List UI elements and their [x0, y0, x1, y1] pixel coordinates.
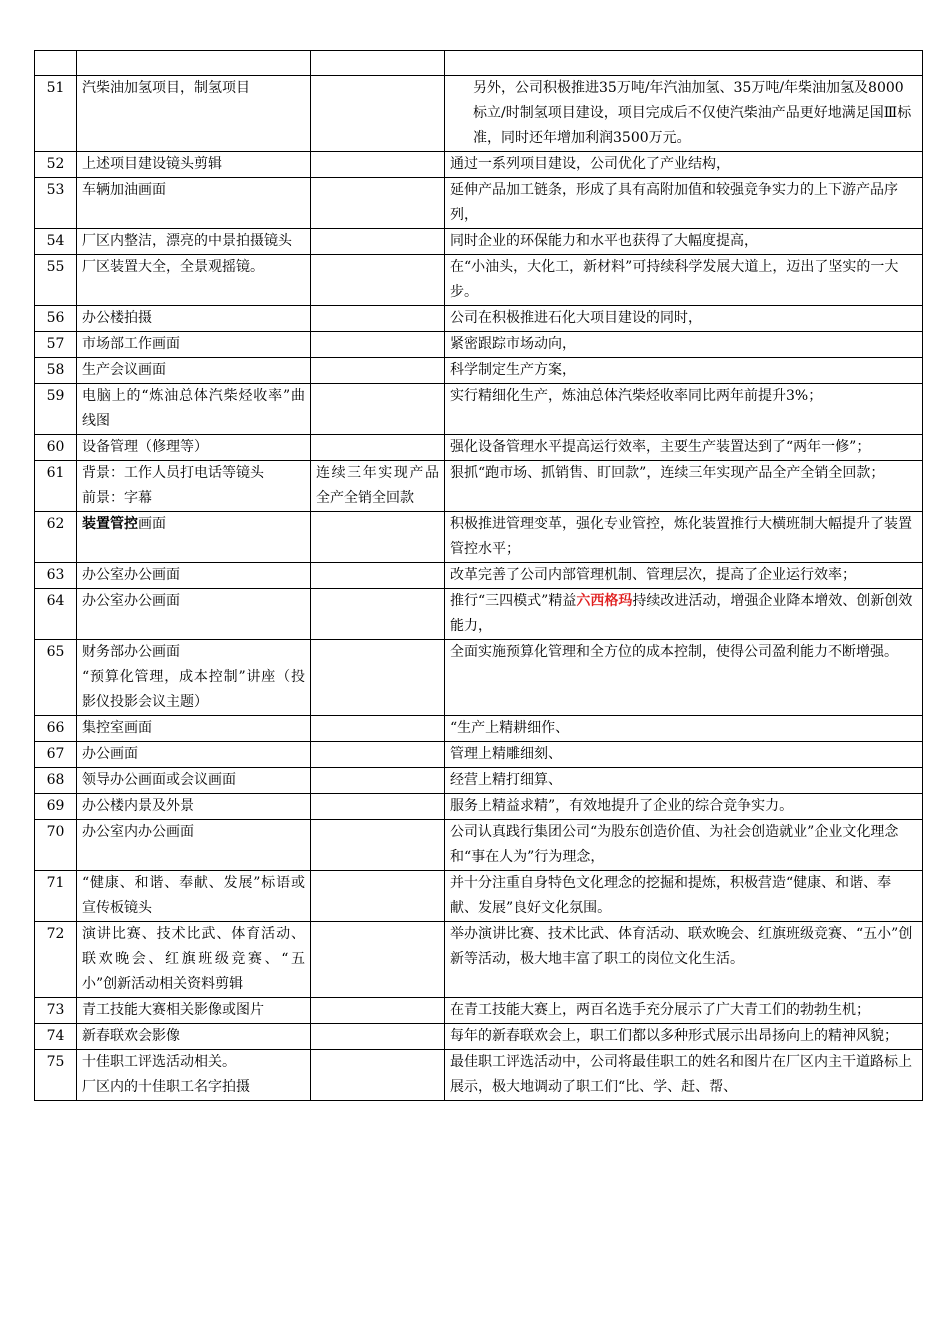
table-row [35, 1050, 923, 1101]
narration-text: 同时企业的环保能力和水平也获得了大幅度提高， [445, 229, 923, 255]
caption-cell [311, 922, 445, 998]
table-row [35, 716, 923, 742]
caption-cell [311, 512, 445, 563]
row-number: 60 [35, 435, 77, 461]
narration-text: 公司认真践行集团公司“为股东创造价值、为社会创造就业”企业文化理念和“事在人为”行为理念， [445, 820, 923, 871]
row-number: 63 [35, 563, 77, 589]
caption-cell: 连续三年实现产品全产全销全回款 [311, 461, 445, 512]
table-row [35, 178, 923, 229]
row-number: 66 [35, 716, 77, 742]
table-header-row [35, 51, 923, 76]
script-table [34, 50, 923, 1101]
narration-text: 管理上精雕细刻、 [445, 742, 923, 768]
table-row [35, 742, 923, 768]
narration-text: 每年的新春联欢会上，职工们都以多种形式展示出昂扬向上的精神风貌； [445, 1024, 923, 1050]
shot-description [77, 640, 311, 716]
row-number: 67 [35, 742, 77, 768]
caption-cell [311, 1024, 445, 1050]
row-number: 52 [35, 152, 77, 178]
caption-cell [311, 768, 445, 794]
shot-description: 市场部工作画面 [77, 332, 311, 358]
shot-description: 办公画面 [77, 742, 311, 768]
shot-line: 厂区内的十佳职工名字拍摄 [82, 1079, 250, 1095]
table-row [35, 871, 923, 922]
shot-description: 车辆加油画面 [77, 178, 311, 229]
empty-cell [311, 51, 445, 76]
table-row [35, 332, 923, 358]
shot-description: 生产会议画面 [77, 358, 311, 384]
caption-cell [311, 1050, 445, 1101]
narration-text: 强化设备管理水平提高运行效率，主要生产装置达到了“两年一修”； [445, 435, 923, 461]
row-number: 62 [35, 512, 77, 563]
narration-text: 并十分注重自身特色文化理念的挖掘和提炼，积极营造“健康、和谐、奉献、发展”良好文化氛围。 [445, 871, 923, 922]
caption-cell [311, 589, 445, 640]
row-number: 57 [35, 332, 77, 358]
caption-cell [311, 76, 445, 152]
caption-cell [311, 306, 445, 332]
narration-text: “生产上精耕细作、 [445, 716, 923, 742]
shot-description: 厂区装置大全，全景观摇镜。 [77, 255, 311, 306]
row-number: 61 [35, 461, 77, 512]
table-row [35, 998, 923, 1024]
caption-cell [311, 332, 445, 358]
empty-cell [77, 51, 311, 76]
row-number: 73 [35, 998, 77, 1024]
narration-text: 积极推进管理变革，强化专业管控，炼化装置推行大横班制大幅提升了装置管控水平； [445, 512, 923, 563]
row-number: 56 [35, 306, 77, 332]
caption-cell [311, 152, 445, 178]
row-number: 74 [35, 1024, 77, 1050]
shot-background: 背景：工作人员打电话等镜头 [82, 465, 264, 481]
shot-remainder: 画面 [138, 516, 166, 532]
shot-description [77, 512, 311, 563]
caption-cell [311, 640, 445, 716]
table-row [35, 794, 923, 820]
table-row [35, 768, 923, 794]
caption-cell [311, 178, 445, 229]
narration-text: 最佳职工评选活动中，公司将最佳职工的姓名和图片在厂区内主干道路标上展示，极大地调动了职工们“比、学、赶、帮、 [445, 1050, 923, 1101]
narration-text: 实行精细化生产，炼油总体汽柴烃收率同比两年前提升3%； [445, 384, 923, 435]
caption-cell [311, 794, 445, 820]
table-row [35, 461, 923, 512]
row-number: 68 [35, 768, 77, 794]
table-row [35, 306, 923, 332]
narration-text [445, 589, 923, 640]
shot-description: 办公楼内景及外景 [77, 794, 311, 820]
caption-cell [311, 563, 445, 589]
table-row [35, 255, 923, 306]
table-row [35, 152, 923, 178]
shot-description: “健康、和谐、奉献、发展”标语或宣传板镜头 [77, 871, 311, 922]
caption-cell [311, 358, 445, 384]
table-row [35, 435, 923, 461]
empty-cell [35, 51, 77, 76]
highlight-term: 六西格玛 [576, 593, 633, 609]
shot-description: 上述项目建设镜头剪辑 [77, 152, 311, 178]
narration-part: 推行“三四模式”精益 [450, 593, 577, 609]
caption-cell [311, 998, 445, 1024]
table-row [35, 76, 923, 152]
row-number: 65 [35, 640, 77, 716]
shot-line: 十佳职工评选活动相关。 [82, 1054, 236, 1070]
shot-description: 演讲比赛、技术比武、体育活动、联欢晚会、红旗班级竞赛、“五小”创新活动相关资料剪辑 [77, 922, 311, 998]
caption-cell [311, 229, 445, 255]
narration-text: 在青工技能大赛上，两百名选手充分展示了广大青工们的勃勃生机； [445, 998, 923, 1024]
shot-description: 集控室画面 [77, 716, 311, 742]
table-row [35, 563, 923, 589]
row-number: 75 [35, 1050, 77, 1101]
shot-description: 新春联欢会影像 [77, 1024, 311, 1050]
shot-description: 电脑上的“炼油总体汽柴烃收率”曲线图 [77, 384, 311, 435]
narration-text: 另外，公司积极推进35万吨/年汽油加氢、35万吨/年柴油加氢及8000标立/时制氢项目建设，项目完成后不仅使汽柴油产品更好地满足国Ⅲ标准，同时还年增加利润3500万元。 [445, 76, 923, 152]
caption-cell [311, 384, 445, 435]
narration-text: 改革完善了公司内部管理机制、管理层次，提高了企业运行效率； [445, 563, 923, 589]
row-number: 59 [35, 384, 77, 435]
narration-part: 持续改进活动，增强企业降本增效、创新创效能力， [450, 593, 913, 634]
narration-text: 通过一系列项目建设，公司优化了产业结构， [445, 152, 923, 178]
empty-cell [445, 51, 923, 76]
caption-cell [311, 820, 445, 871]
caption-cell [311, 871, 445, 922]
narration-text: 服务上精益求精”，有效地提升了企业的综合竞争实力。 [445, 794, 923, 820]
shot-keyword: 装置管控 [82, 516, 138, 532]
narration-text: 公司在积极推进石化大项目建设的同时， [445, 306, 923, 332]
caption-cell [311, 716, 445, 742]
row-number: 54 [35, 229, 77, 255]
caption-cell [311, 255, 445, 306]
caption-cell [311, 742, 445, 768]
row-number: 64 [35, 589, 77, 640]
shot-description: 青工技能大赛相关影像或图片 [77, 998, 311, 1024]
table-row [35, 589, 923, 640]
narration-text: 延伸产品加工链条，形成了具有高附加值和较强竞争实力的上下游产品序列， [445, 178, 923, 229]
shot-description [77, 461, 311, 512]
shot-description [77, 1050, 311, 1101]
row-number: 70 [35, 820, 77, 871]
narration-text: 科学制定生产方案， [445, 358, 923, 384]
table-row [35, 229, 923, 255]
narration-text: 全面实施预算化管理和全方位的成本控制，使得公司盈利能力不断增强。 [445, 640, 923, 716]
narration-text: 举办演讲比赛、技术比武、体育活动、联欢晚会、红旗班级竞赛、“五小”创新等活动，极大地丰富了职工的岗位文化生活。 [445, 922, 923, 998]
shot-foreground: 前景：字幕 [82, 490, 152, 506]
narration-text: 紧密跟踪市场动向， [445, 332, 923, 358]
row-number: 72 [35, 922, 77, 998]
shot-description: 厂区内整洁，漂亮的中景拍摄镜头 [77, 229, 311, 255]
shot-line: “预算化管理，成本控制”讲座（投影仪投影会议主题） [82, 669, 305, 710]
row-number: 69 [35, 794, 77, 820]
row-number: 51 [35, 76, 77, 152]
row-number: 58 [35, 358, 77, 384]
shot-description: 办公室内办公画面 [77, 820, 311, 871]
row-number: 55 [35, 255, 77, 306]
table-row [35, 358, 923, 384]
shot-description: 设备管理（修理等） [77, 435, 311, 461]
table-row [35, 820, 923, 871]
shot-description: 办公楼拍摄 [77, 306, 311, 332]
row-number: 53 [35, 178, 77, 229]
table-row [35, 922, 923, 998]
shot-line: 财务部办公画面 [82, 644, 180, 660]
row-number: 71 [35, 871, 77, 922]
narration-text: 在“小油头，大化工，新材料”可持续科学发展大道上，迈出了坚实的一大步。 [445, 255, 923, 306]
table-row [35, 640, 923, 716]
table-row [35, 384, 923, 435]
shot-description: 办公室办公画面 [77, 563, 311, 589]
narration-text: 狠抓“跑市场、抓销售、盯回款”，连续三年实现产品全产全销全回款； [445, 461, 923, 512]
table-row [35, 512, 923, 563]
narration-text: 经营上精打细算、 [445, 768, 923, 794]
table-row [35, 1024, 923, 1050]
shot-description: 领导办公画面或会议画面 [77, 768, 311, 794]
shot-description: 办公室办公画面 [77, 589, 311, 640]
shot-description: 汽柴油加氢项目，制氢项目 [77, 76, 311, 152]
caption-cell [311, 435, 445, 461]
